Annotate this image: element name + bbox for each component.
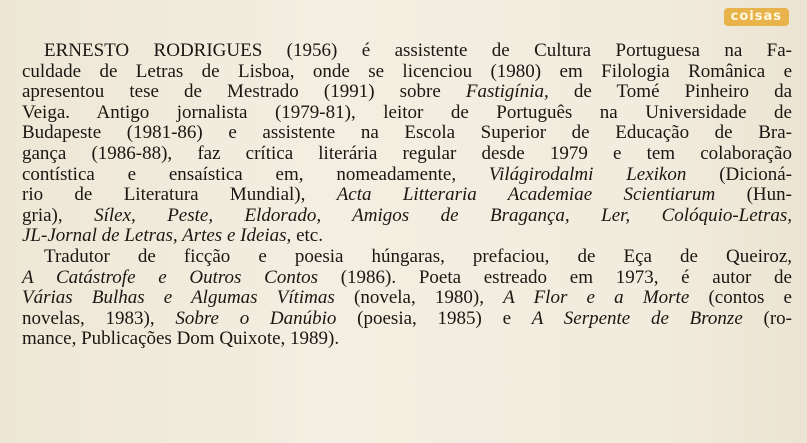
text-line [22,247,792,268]
text-line [22,329,792,350]
text-segment: de Tomé Pinheiro da [548,81,792,103]
text-line [22,82,792,103]
italic-title: Sílex, Peste, Eldorado, Amigos de Bragança, Ler, Colóquio-Letras, [94,204,792,226]
text-segment: (Dicioná- [686,163,792,185]
text-segment: mance, Publicações Dom Quixote, 1989). [22,328,340,350]
italic-title: Sobre o Danúbio [175,307,337,329]
text-line [22,206,792,227]
text-line [22,185,792,206]
text-line [22,62,792,83]
italic-title: A Flor e a Morte [503,287,690,309]
text-segment: gança (1986-88), faz crítica literária regular desde 1979 e tem colaboração [22,142,792,164]
text-segment: Veiga. Antigo jornalista (1979-81), leitor de Português na Universidade de [22,101,792,123]
text-line [22,226,792,247]
text-segment: (contos e [689,287,792,309]
text-line [22,288,792,309]
text-line [22,309,792,330]
text-segment: ERNESTO RODRIGUES (1956) é assistente de Cultura Portuguesa na Fa- [44,40,792,61]
text-line [22,103,792,124]
text-segment: novelas, 1983), [22,307,176,329]
text-segment: Budapeste (1981-86) e assistente na Escola Superior de Educação de Bra- [22,122,792,144]
text-segment: (poesia, 1985) e [336,307,532,329]
italic-title: A Serpente de Bronze [531,307,743,329]
italic-title: JL-Jornal de Letras, Artes e Ideias, [22,225,292,247]
text-segment: (1986). Poeta estreado em 1973, é autor de [318,266,792,288]
text-segment: (novela, 1980), [334,287,504,309]
text-segment: (Hun- [715,184,792,206]
italic-title: Várias Bulhas e Algumas Vítimas [22,287,335,309]
text-line [22,144,792,165]
text-segment: contística e ensaística em, nomeadamente, [22,163,489,185]
text-line [22,165,792,186]
text-segment: gria), [22,204,95,226]
text-segment: (ro- [742,307,792,329]
author-biography [22,41,792,350]
watermark-badge: coisas [724,8,789,26]
italic-title: Világirodalmi Lexikon [488,163,687,185]
text-segment: etc. [291,225,323,247]
text-line [22,123,792,144]
text-segment: apresentou tese de Mestrado (1991) sobre [22,81,466,103]
text-line [22,41,792,62]
italic-title: A Catástrofe e Outros Contos [22,266,318,288]
italic-title: Fastigínia, [465,81,549,103]
text-segment: rio de Literatura Mundial), [22,184,337,206]
italic-title: Acta Litteraria Academiae Scientiarum [336,184,716,206]
text-segment: Tradutor de ficção e poesia húngaras, prefaciou, de Eça de Queiroz, [44,245,792,267]
text-segment: culdade de Letras de Lisboa, onde se licenciou (1980) em Filologia Românica e [22,60,792,82]
text-line [22,268,792,289]
